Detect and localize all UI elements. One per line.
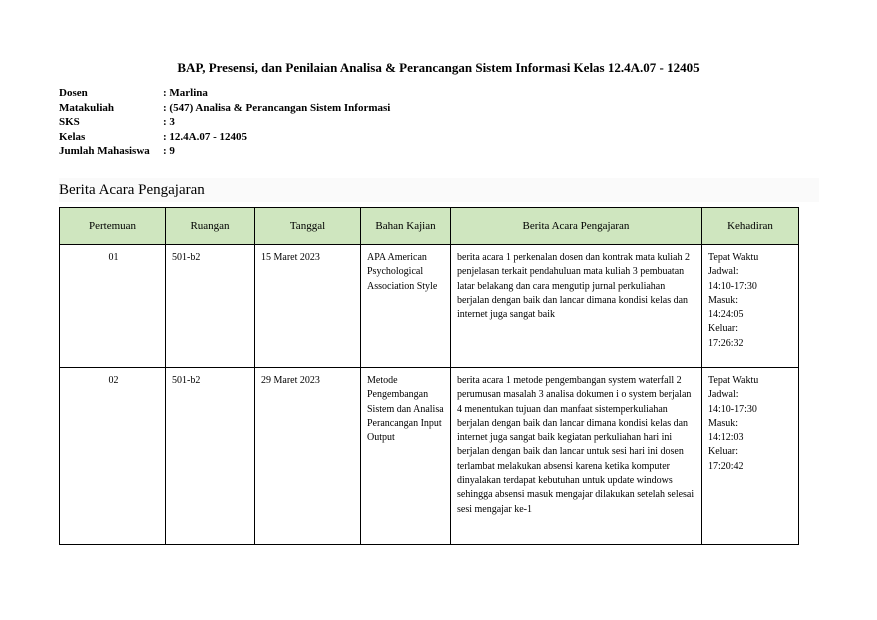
table-row [60,245,799,368]
header-berita-acara: Berita Acara Pengajaran [451,208,702,245]
cell-kehadiran [702,368,799,545]
info-label: Jumlah Mahasiswa [59,145,150,158]
info-label: Matakuliah [59,101,115,114]
cell-bahan-kajian: Metode Pengembangan Sistem dan Analisa Perancangan Input Output [361,368,451,545]
cell-kehadiran [702,245,799,368]
kehadiran-value: 17:20:42 [708,460,744,472]
info-row-dosen [59,86,390,101]
course-info [59,86,390,159]
header-kehadiran: Kehadiran [702,208,799,245]
info-row-matakuliah [59,101,390,116]
kehadiran-label: Jadwal: [708,266,739,278]
info-row-jumlah-mahasiswa [59,144,390,159]
header-ruangan: Ruangan [166,208,255,245]
kehadiran-label: Keluar: [708,446,738,458]
kehadiran-label: Masuk: [708,294,738,306]
info-value: : 9 [163,145,175,158]
cell-tanggal: 15 Maret 2023 [255,245,361,368]
cell-pertemuan: 01 [60,245,166,368]
kehadiran-value: 17:26:32 [708,337,744,349]
info-value: : Marlina [163,87,208,99]
kehadiran-label: Jadwal: [708,389,739,401]
bap-table [59,207,799,545]
info-label: Kelas [59,130,86,143]
kehadiran-label: Masuk: [708,417,738,429]
table-header-row [60,208,799,245]
info-value: : 12.4A.07 - 12405 [163,130,248,143]
kehadiran-value: 14:12:03 [708,432,744,444]
kehadiran-status: Tepat Waktu [708,375,759,386]
cell-ruangan: 501-b2 [166,245,255,368]
info-label: Dosen [59,87,88,99]
cell-ruangan: 501-b2 [166,368,255,545]
kehadiran-value: 14:10-17:30 [708,280,757,292]
info-row-sks [59,115,390,130]
info-value: : 3 [163,116,175,129]
cell-berita-acara: berita acara 1 metode pengembangan system waterfall 2 perumusan masalah 3 analisa dokumen i o system berjalan 4 menentukan tujuan dan manfaat sistemperkuliahan berjalan dengan baik dan lancar dimana kondisi kelas dan internet juga sangat baik kegiatan perkuliahan hari ini berjalan dengan baik dan lancar untuk sesi hari ini dosen terlambat melakukan absensi karena ketika komputer dinyalakan terdapat kebutuhan untuk update windows sehingga absensi masuk mengajar dilakukan setelah selesai sesi mengajar ke-1 [451,368,702,545]
kehadiran-label: Keluar: [708,323,738,335]
table-row [60,368,799,545]
section-title: Berita Acara Pengajaran [59,182,205,198]
info-row-kelas [59,130,390,145]
document-title: BAP, Presensi, dan Penilaian Analisa & Perancangan Sistem Informasi Kelas 12.4A.07 - 12405 [177,60,700,75]
header-pertemuan: Pertemuan [60,208,166,245]
cell-tanggal: 29 Maret 2023 [255,368,361,545]
header-bahan-kajian: Bahan Kajian [361,208,451,245]
info-label: SKS [59,116,80,129]
cell-berita-acara: berita acara 1 perkenalan dosen dan kontrak mata kuliah 2 penjelasan terkait pendahuluan mata kuliah 3 pembuatan latar belakang dan cara mengutip jurnal perkuliahan berjalan dengan baik dan lancar dimana kondisi kelas dan internet juga sangat baik [451,245,702,368]
cell-bahan-kajian: APA American Psychological Association Style [361,245,451,368]
kehadiran-value: 14:24:05 [708,309,744,321]
kehadiran-status: Tepat Waktu [708,252,759,263]
cell-pertemuan: 02 [60,368,166,545]
info-value: : (547) Analisa & Perancangan Sistem Informasi [163,101,391,114]
header-tanggal: Tanggal [255,208,361,245]
kehadiran-value: 14:10-17:30 [708,403,757,415]
